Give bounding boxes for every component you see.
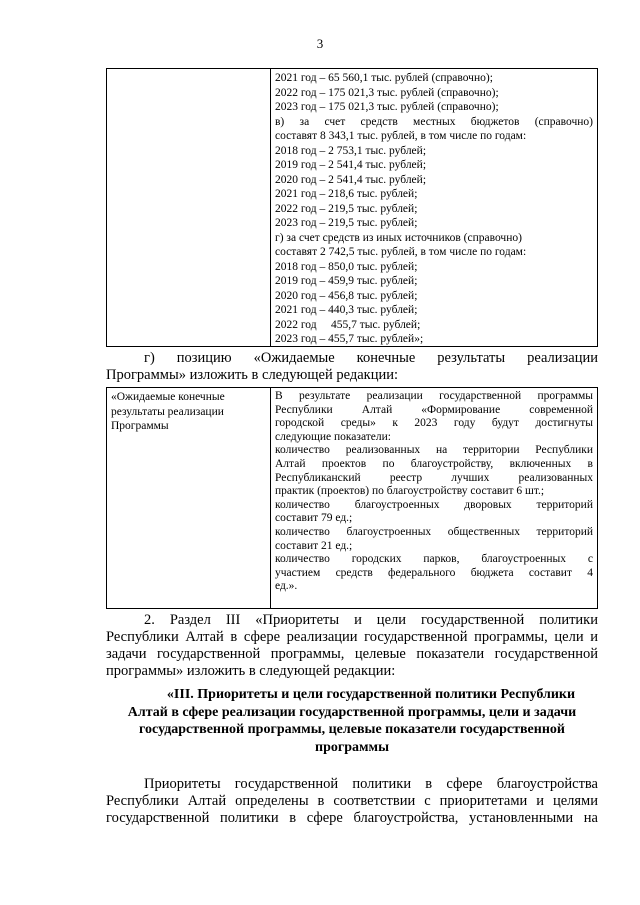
paragraph-3-line: государственной политики в сфере благоустройства, установленными на bbox=[106, 810, 598, 826]
funding-line: 2021 год – 218,6 тыс. рублей; bbox=[275, 188, 418, 200]
funding-line: 2023 год – 455,7 тыс. рублей»; bbox=[275, 333, 424, 345]
expected-results-value-cell bbox=[271, 388, 597, 608]
page-number: 3 bbox=[316, 36, 324, 51]
funding-line: 2019 год – 459,9 тыс. рублей; bbox=[275, 275, 418, 287]
result-line: количество благоустроенных общественных территорий bbox=[275, 525, 593, 538]
paragraph-g-line: Программы» изложить в следующей редакции: bbox=[106, 367, 399, 383]
result-line: количество городских парков, благоустроенных с bbox=[275, 553, 593, 566]
label-line: «Ожидаемые конечные bbox=[111, 391, 225, 403]
section-heading-line: Алтай в сфере реализации государственной программы, цели и задачи bbox=[127, 704, 577, 720]
paragraph-3-line: Республики Алтай определены в соответствии с приоритетами и целями bbox=[106, 793, 598, 809]
funding-line: г) за счет средств из иных источников (справочно) bbox=[275, 231, 522, 244]
result-line: городской среды» к 2023 году будут достигнуты bbox=[275, 417, 593, 430]
funding-line: 2021 год – 440,3 тыс. рублей; bbox=[275, 304, 418, 316]
funding-table-value-cell bbox=[271, 69, 597, 346]
result-line: Республиканский реестр лучших реализованных bbox=[275, 471, 593, 484]
funding-line: 2022 год 455,7 тыс. рублей; bbox=[275, 318, 421, 331]
paragraph-3 bbox=[106, 776, 598, 827]
section-heading-line: «III. Приоритеты и цели государственной политики Республики bbox=[166, 687, 576, 702]
funding-line: 2018 год – 850,0 тыс. рублей; bbox=[275, 260, 418, 273]
funding-table bbox=[106, 68, 598, 347]
result-line: Алтай проектов по благоустройству, включенных в bbox=[275, 457, 593, 470]
result-line: составит 79 ед.; bbox=[275, 512, 353, 525]
funding-line: 2022 год – 219,5 тыс. рублей; bbox=[275, 202, 418, 215]
funding-line: составят 2 742,5 тыс. рублей, в том числе по годам: bbox=[275, 246, 527, 258]
paragraph-g bbox=[106, 350, 598, 384]
funding-line: 2020 год – 2 541,4 тыс. рублей; bbox=[275, 173, 427, 186]
funding-line: 2021 год – 65 560,1 тыс. рублей (справочно); bbox=[275, 72, 493, 84]
expected-results-table bbox=[106, 387, 598, 609]
result-line: следующие показатели: bbox=[275, 430, 391, 443]
paragraph-2-line: Республики Алтай в сфере реализации государственной программы, цели и bbox=[106, 629, 598, 645]
paragraph-2 bbox=[106, 612, 598, 680]
funding-line: 2019 год – 2 541,4 тыс. рублей; bbox=[275, 159, 427, 171]
result-line: составит 21 ед.; bbox=[275, 539, 353, 552]
paragraph-2-line: программы» изложить в следующей редакции: bbox=[106, 663, 396, 679]
paragraph-2-line: задачи государственной программы, целевые показатели государственной bbox=[106, 646, 598, 662]
funding-line: 2020 год – 456,8 тыс. рублей; bbox=[275, 289, 418, 302]
result-line: В результате реализации государственной программы bbox=[275, 390, 593, 402]
funding-line: 2023 год – 175 021,3 тыс. рублей (справочно); bbox=[275, 101, 499, 113]
section-heading-line: государственной программы, целевые показатели государственной bbox=[139, 722, 565, 737]
paragraph-3-line: Приоритеты государственной политики в сфере благоустройства bbox=[144, 776, 598, 792]
result-line: практик (проектов) по благоустройству составит 6 шт.; bbox=[275, 485, 545, 498]
funding-line: составят 8 343,1 тыс. рублей, в том числе по годам: bbox=[275, 130, 527, 142]
result-line: Республики Алтай «Формирование современной bbox=[275, 403, 593, 416]
funding-line: 2022 год – 175 021,3 тыс. рублей (справочно); bbox=[275, 86, 499, 99]
result-line: ед.». bbox=[275, 580, 298, 593]
funding-line: 2018 год – 2 753,1 тыс. рублей; bbox=[275, 144, 427, 157]
funding-line: 2023 год – 219,5 тыс. рублей; bbox=[275, 217, 418, 229]
result-line: количество благоустроенных дворовых территорий bbox=[275, 498, 593, 511]
label-line: результаты реализации bbox=[111, 405, 224, 418]
section-heading-line: программы bbox=[315, 739, 389, 755]
expected-results-label-cell bbox=[107, 388, 271, 608]
section-heading bbox=[106, 686, 598, 756]
result-line: количество реализованных на территории Республики bbox=[275, 444, 593, 457]
funding-table-label-cell bbox=[107, 69, 271, 346]
label-line: Программы bbox=[111, 420, 169, 433]
paragraph-g-line: г) позицию «Ожидаемые конечные результаты реализации bbox=[144, 350, 598, 366]
funding-line: в) за счет средств местных бюджетов (справочно) bbox=[275, 115, 593, 128]
result-line: участием средств федерального бюджета составит 4 bbox=[275, 566, 593, 579]
paragraph-2-line: 2. Раздел III «Приоритеты и цели государственной политики bbox=[144, 612, 598, 628]
